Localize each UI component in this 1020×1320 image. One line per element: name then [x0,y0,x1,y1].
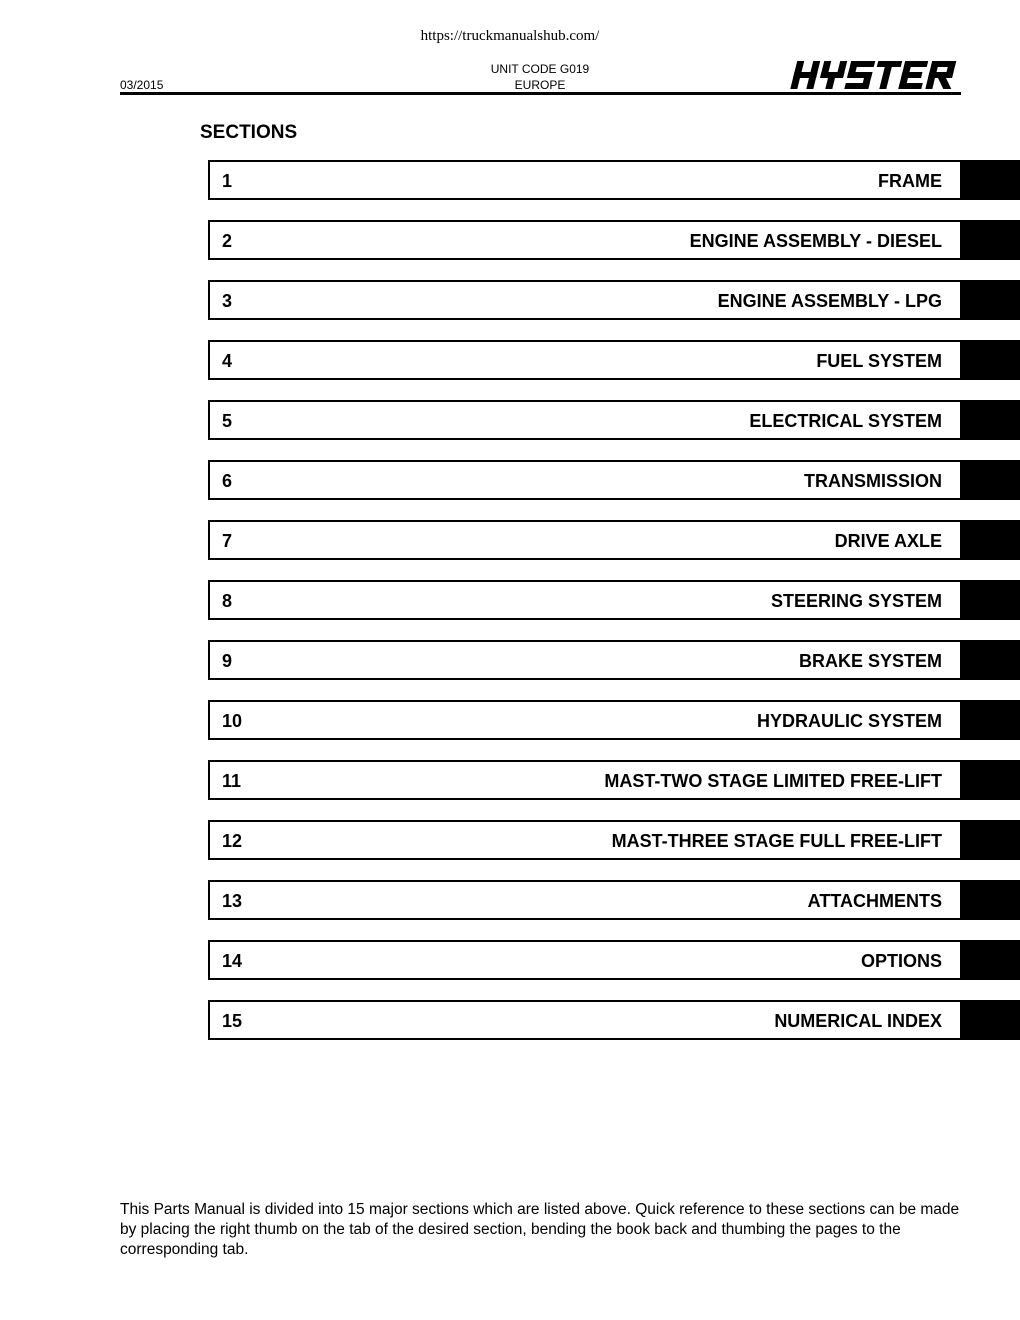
section-number: 6 [222,471,233,491]
section-thumb-tab[interactable] [960,340,1020,380]
unit-code-block [440,61,640,93]
section-row[interactable] [208,580,1020,620]
section-name: ENGINE ASSEMBLY - DIESEL [689,231,942,251]
section-thumb-tab[interactable] [960,880,1020,920]
section-thumb-tab[interactable] [960,940,1020,980]
section-number: 1 [222,171,233,191]
section-row[interactable] [208,520,1020,560]
source-url[interactable]: https://truckmanualshub.com/ [420,28,600,44]
region: EUROPE [514,78,566,92]
section-thumb-tab[interactable] [960,640,1020,680]
section-box[interactable] [208,460,964,500]
section-box[interactable] [208,340,964,380]
section-box[interactable] [208,160,964,200]
section-name: ATTACHMENTS [807,891,942,911]
section-number: 15 [222,1011,243,1031]
section-row[interactable] [208,460,1020,500]
section-number: 13 [222,891,243,911]
section-row[interactable] [208,880,1020,920]
section-name: NUMERICAL INDEX [774,1011,942,1031]
section-number: 9 [222,651,233,671]
section-row[interactable] [208,400,1020,440]
section-name: MAST-TWO STAGE LIMITED FREE-LIFT [604,771,942,791]
section-row[interactable] [208,160,1020,200]
section-box[interactable] [208,640,964,680]
section-thumb-tab[interactable] [960,460,1020,500]
section-name: ENGINE ASSEMBLY - LPG [717,291,942,311]
section-box[interactable] [208,580,964,620]
section-name: OPTIONS [860,951,942,971]
section-number: 8 [222,591,233,611]
section-thumb-tab[interactable] [960,160,1020,200]
section-box[interactable] [208,880,964,920]
section-box[interactable] [208,820,964,860]
section-row[interactable] [208,280,1020,320]
section-number: 7 [222,531,233,551]
section-name: HYDRAULIC SYSTEM [756,711,942,731]
section-row[interactable] [208,820,1020,860]
section-row[interactable] [208,340,1020,380]
section-name: FRAME [878,171,942,191]
publication-date: 03/2015 [120,78,164,92]
section-name: TRANSMISSION [803,471,942,491]
section-box[interactable] [208,520,964,560]
section-thumb-tab[interactable] [960,760,1020,800]
section-thumb-tab[interactable] [960,520,1020,560]
section-thumb-tab[interactable] [960,400,1020,440]
section-number: 10 [222,711,243,731]
section-row[interactable] [208,700,1020,740]
section-name: MAST-THREE STAGE FULL FREE-LIFT [611,831,942,851]
section-name: STEERING SYSTEM [770,591,942,611]
section-thumb-tab[interactable] [960,820,1020,860]
sections-heading: SECTIONS [200,122,298,143]
section-thumb-tab[interactable] [960,220,1020,260]
header-rule [120,92,961,95]
section-box[interactable] [208,1000,964,1040]
section-box[interactable] [208,400,964,440]
section-box[interactable] [208,940,964,980]
section-box[interactable] [208,220,964,260]
footer-note: This Parts Manual is divided into 15 major sections which are listed above. Quick reference to these sections can be made by placing the right thumb on the tab of the desired section, bending the book back and thumbing the pages to the corresponding tab. [120,1201,960,1258]
section-number: 11 [222,771,242,791]
section-name: BRAKE SYSTEM [798,651,942,671]
section-name: FUEL SYSTEM [816,351,942,371]
section-row[interactable] [208,760,1020,800]
section-row[interactable] [208,1000,1020,1040]
section-number: 2 [222,231,233,251]
section-name: ELECTRICAL SYSTEM [749,411,942,431]
section-number: 4 [222,351,233,371]
section-number: 14 [222,951,243,971]
section-number: 3 [222,291,233,311]
section-row[interactable] [208,640,1020,680]
section-thumb-tab[interactable] [960,1000,1020,1040]
section-box[interactable] [208,280,964,320]
section-name: DRIVE AXLE [834,531,942,551]
section-number: 12 [222,831,243,851]
section-row[interactable] [208,220,1020,260]
section-thumb-tab[interactable] [960,700,1020,740]
unit-code: UNIT CODE G019 [490,62,590,76]
hyster-logo [790,58,962,94]
section-list [208,160,1020,1060]
section-thumb-tab[interactable] [960,580,1020,620]
section-number: 5 [222,411,233,431]
section-box[interactable] [208,700,964,740]
section-thumb-tab[interactable] [960,280,1020,320]
section-box[interactable] [208,760,964,800]
section-row[interactable] [208,940,1020,980]
